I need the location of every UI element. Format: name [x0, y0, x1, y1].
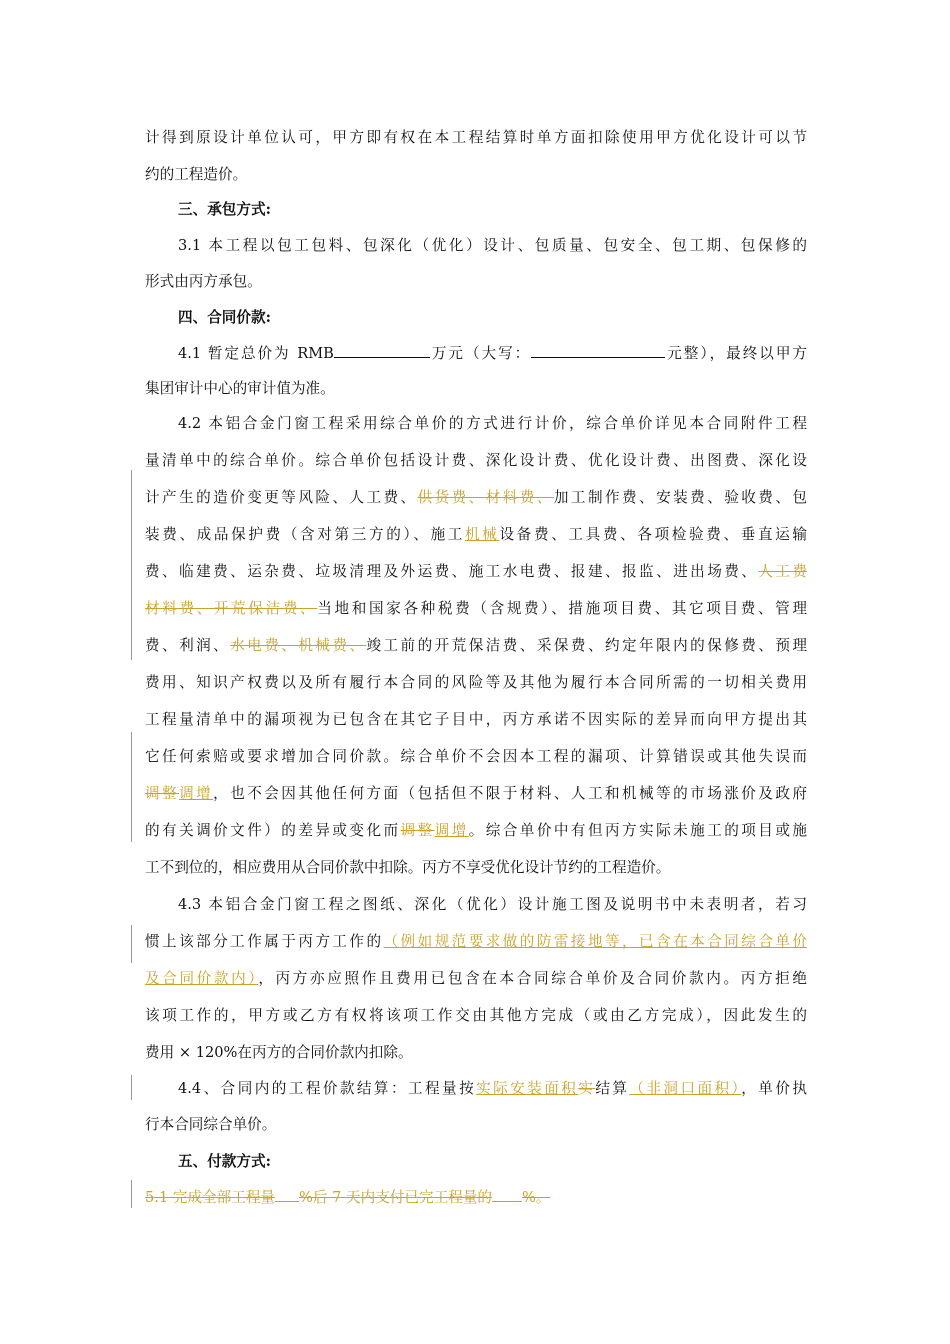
text-line: 约的工程造价。: [145, 166, 248, 183]
text-run: ，丙方亦应照作且费用已包含在本合同综合单价及合同价款内。丙方拒绝: [258, 970, 807, 987]
deleted-text: %。: [521, 1189, 551, 1206]
text-line: [145, 599, 807, 619]
text-run: 。综合单价中有但丙方实际未施工的项目或施: [468, 822, 807, 839]
text-run: 结算: [595, 1080, 630, 1097]
deleted-text: 水电费、机械费、: [230, 637, 367, 654]
clause-4-4: [178, 1079, 807, 1099]
text-line: [145, 636, 807, 656]
deleted-text: 调整: [145, 785, 180, 802]
text-line: 该项工作的，甲方或乙方有权将该项工作交由其他方完成（或由乙方完成），因此发生的: [145, 1007, 807, 1024]
amount-words-blank: [531, 343, 665, 358]
text-line: 集团审计中心的审计值为准。: [145, 380, 335, 397]
change-bar: [131, 1075, 132, 1100]
deleted-text: %后 7 天内支付已完工程量的: [299, 1189, 492, 1206]
section-heading: 五、付款方式:: [178, 1153, 271, 1170]
change-bar: [131, 925, 132, 963]
inserted-text: 调增: [179, 785, 214, 802]
text-line: 行本合同综合单价。: [145, 1116, 277, 1133]
deleted-text: 供货费、材料费、: [417, 489, 554, 506]
text-line: 费用 × 120%在丙方的合同价款内扣除。: [145, 1044, 413, 1061]
deleted-text: 实: [578, 1080, 596, 1097]
inserted-text: （例如规范要求做的防雷接地等，已含在本合同综合单价: [383, 933, 807, 950]
text-run: 计产生的造价变更等风险、人工费、: [145, 489, 418, 506]
text-line: 工不到位的，相应费用从合同价款中扣除。丙方不享受优化设计节约的工程造价。: [145, 859, 671, 876]
clause-4-1: [178, 343, 807, 364]
clause-text: 元整），最终以甲方: [665, 345, 807, 362]
text-run: ，也不会因其他任何方面（包括但不限于材料、人工和机械等的市场涨价及政府: [213, 785, 807, 802]
change-bar: [131, 1180, 132, 1208]
text-line: [145, 932, 807, 952]
deleted-blank: [275, 1187, 299, 1202]
clause-4-2: 4.2 本铝合金门窗工程采用综合单价的方式进行计价，综合单价详见本合同附件工程: [178, 415, 807, 432]
text-line: [145, 525, 807, 545]
change-bar: [131, 470, 132, 660]
deleted-text: 调整: [400, 822, 435, 839]
text-line: 计得到原设计单位认可，甲方即有权在本工程结算时单方面扣除使用甲方优化设计可以节: [145, 129, 807, 146]
text-run: 设备费、工具费、各项检验费、垂直运输: [499, 526, 807, 543]
section-heading: 三、承包方式:: [178, 201, 271, 218]
text-run: 加工制作费、安装费、验收费、包: [553, 489, 807, 506]
deleted-blank: [492, 1187, 522, 1202]
clause-text: 4.1 暂定总价为 RMB: [178, 345, 334, 362]
inserted-text: 实际安装面积: [476, 1080, 579, 1097]
text-run: ，单价执: [741, 1080, 807, 1097]
inserted-text: 及合同价款内）: [145, 970, 259, 987]
text-line: [145, 969, 807, 989]
text-run: 竣工前的开荒保洁费、采保费、约定年限内的保修费、预理: [366, 637, 807, 654]
text-run: 装费、成品保护费（含对第三方的）、施工: [145, 526, 466, 543]
text-run: 4.4、合同内的工程价款结算：工程量按: [178, 1080, 477, 1097]
inserted-text: （非洞口面积）: [629, 1080, 742, 1097]
inserted-text: 机械: [465, 526, 500, 543]
text-run: 的有关调价文件）的差异或变化而: [145, 822, 401, 839]
deleted-text: 5.1 完成全部工程量: [145, 1189, 276, 1206]
text-line: [145, 488, 807, 508]
text-line: [145, 784, 807, 804]
clause-4-3: 4.3 本铝合金门窗工程之图纸、深化（优化）设计施工图及说明书中未表明者，若习: [178, 896, 807, 913]
text-line: 量清单中的综合单价。综合单价包括设计费、深化设计费、优化设计费、出图费、深化设: [145, 452, 807, 469]
text-line: [145, 562, 807, 582]
text-line: 形式由丙方承包。: [145, 273, 262, 290]
text-line: 工程量清单中的漏项视为已包含在其它子目中，丙方承诺不因实际的差异而向甲方提出其: [145, 711, 807, 728]
deleted-text: 材料费、开荒保洁费、: [145, 600, 318, 617]
text-line: 费用、知识产权费以及所有履行本合同的风险等及其他为履行本合同所需的一切相关费用: [145, 674, 807, 691]
text-run: 费、临建费、运杂费、垃圾清理及外运费、施工水电费、报建、报监、进出场费、: [145, 563, 759, 580]
deleted-text: 人工费: [758, 563, 807, 580]
text-run: 当地和国家各种税费（含规费）、措施项目费、其它项目费、管理: [317, 600, 807, 617]
clause-3-1: 3.1 本工程以包工包料、包深化（优化）设计、包质量、包安全、包工期、包保修的: [178, 237, 807, 254]
text-line: 它任何索赔或要求增加合同价款。综合单价不会因本工程的漏项、计算错误或其他失误而: [145, 748, 807, 765]
section-heading: 四、合同价款:: [178, 309, 271, 326]
inserted-text: 调增: [434, 822, 469, 839]
text-run: 费、利润、: [145, 637, 231, 654]
change-bar: [131, 732, 132, 842]
text-line: [145, 821, 807, 841]
text-run: 惯上该部分工作属于丙方工作的: [145, 933, 384, 950]
clause-text: 万元（大写：: [429, 345, 532, 362]
amount-blank: [334, 343, 430, 358]
clause-5-1: [145, 1187, 807, 1208]
